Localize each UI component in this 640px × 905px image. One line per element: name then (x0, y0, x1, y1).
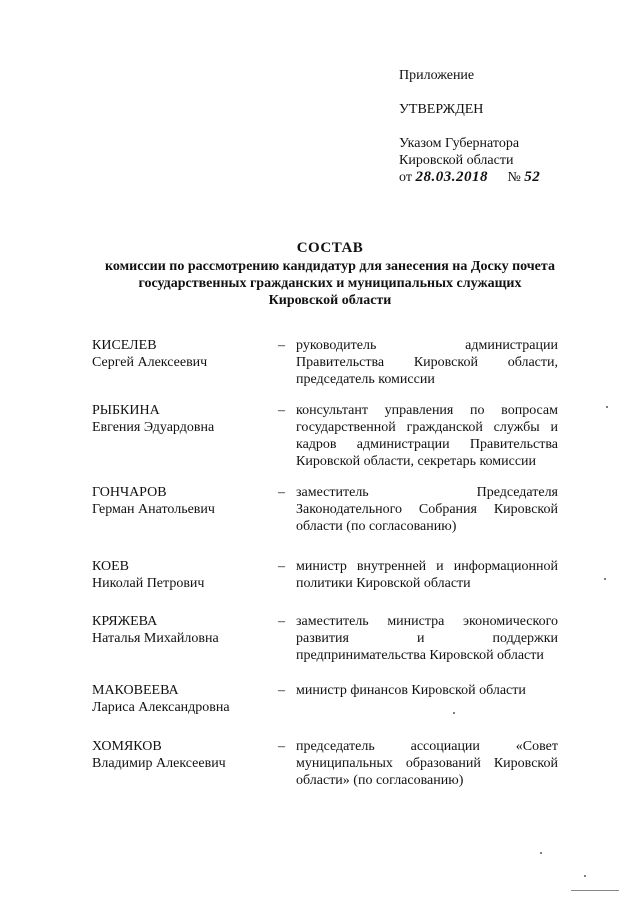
member-name (92, 558, 277, 592)
decree-line-1: Указом Губернатора (399, 136, 520, 151)
handwritten-date: 28.03.2018 (415, 169, 488, 185)
member-dash: – (278, 338, 285, 353)
date-prefix: от (399, 170, 412, 185)
member-dash: – (278, 485, 285, 500)
number-prefix: № (507, 170, 521, 185)
member-row (92, 558, 562, 592)
member-dash: – (278, 739, 285, 754)
member-name (92, 337, 277, 371)
member-surname: КОЕВ (92, 559, 129, 574)
member-role: заместитель министра экономического развития и поддержки предпринимательства Кировской области (296, 614, 558, 663)
member-given-name: Наталья Михайловна (92, 631, 219, 646)
member-dash: – (278, 683, 285, 698)
member-role: министр финансов Кировской области (296, 683, 526, 698)
appendix-label: Приложение (399, 68, 475, 83)
member-dash: – (278, 559, 285, 574)
member-role: министр внутренней и информационной политики Кировской области (296, 559, 558, 591)
decree-line-2: Кировской области (399, 153, 514, 168)
member-given-name: Лариса Александровна (92, 700, 230, 715)
member-row (92, 613, 562, 664)
scan-speck (584, 875, 586, 877)
member-role: руководитель администрации Правительства Кировской области, председатель комиссии (296, 338, 558, 387)
appendix-block (399, 67, 599, 186)
member-name (92, 613, 277, 647)
member-dash: – (278, 614, 285, 629)
member-row (92, 402, 562, 470)
member-given-name: Николай Петрович (92, 576, 205, 591)
member-surname: КИСЕЛЕВ (92, 338, 157, 353)
document-title: СОСТАВ (296, 240, 364, 256)
title-line-1: комиссии по рассмотрению кандидатур для занесения на Доску почета (105, 259, 555, 274)
scan-speck (453, 712, 455, 714)
member-row (92, 337, 562, 388)
member-dash: – (278, 403, 285, 418)
member-name (92, 484, 277, 518)
member-surname: ГОНЧАРОВ (92, 485, 167, 500)
scan-speck (606, 406, 608, 408)
member-given-name: Евгения Эдуардовна (92, 420, 215, 435)
member-row (92, 738, 562, 789)
approved-label: УТВЕРЖДЕН (399, 102, 484, 117)
member-role: заместитель Председателя Законодательного Собрания Кировской области (по согласованию) (296, 485, 558, 534)
decree-number (507, 170, 540, 185)
member-name (92, 402, 277, 436)
member-surname: КРЯЖЕВА (92, 614, 158, 629)
member-surname: ХОМЯКОВ (92, 739, 162, 754)
document-title-block (70, 238, 590, 309)
member-name (92, 738, 277, 772)
scan-speck (604, 578, 606, 580)
member-given-name: Владимир Алексеевич (92, 756, 226, 771)
member-role: председатель ассоциации «Совет муниципальных образований Кировской области» (по согласованию) (296, 739, 558, 788)
scan-line-mark (571, 890, 619, 891)
member-surname: МАКОВЕЕВА (92, 683, 179, 698)
title-line-3: Кировской области (268, 293, 392, 308)
member-surname: РЫБКИНА (92, 403, 160, 418)
member-row (92, 682, 562, 715)
member-row (92, 484, 562, 535)
scan-speck (540, 852, 542, 854)
member-role: консультант управления по вопросам государственной гражданской службы и кадров администрации Правительства Кировской области, секретарь комиссии (296, 403, 558, 469)
decree-date-line (399, 169, 599, 186)
member-name (92, 682, 277, 716)
member-given-name: Сергей Алексеевич (92, 355, 208, 370)
member-given-name: Герман Анатольевич (92, 502, 215, 517)
title-line-2: государственных гражданских и муниципальных служащих (138, 276, 522, 291)
handwritten-number: 52 (524, 169, 541, 185)
